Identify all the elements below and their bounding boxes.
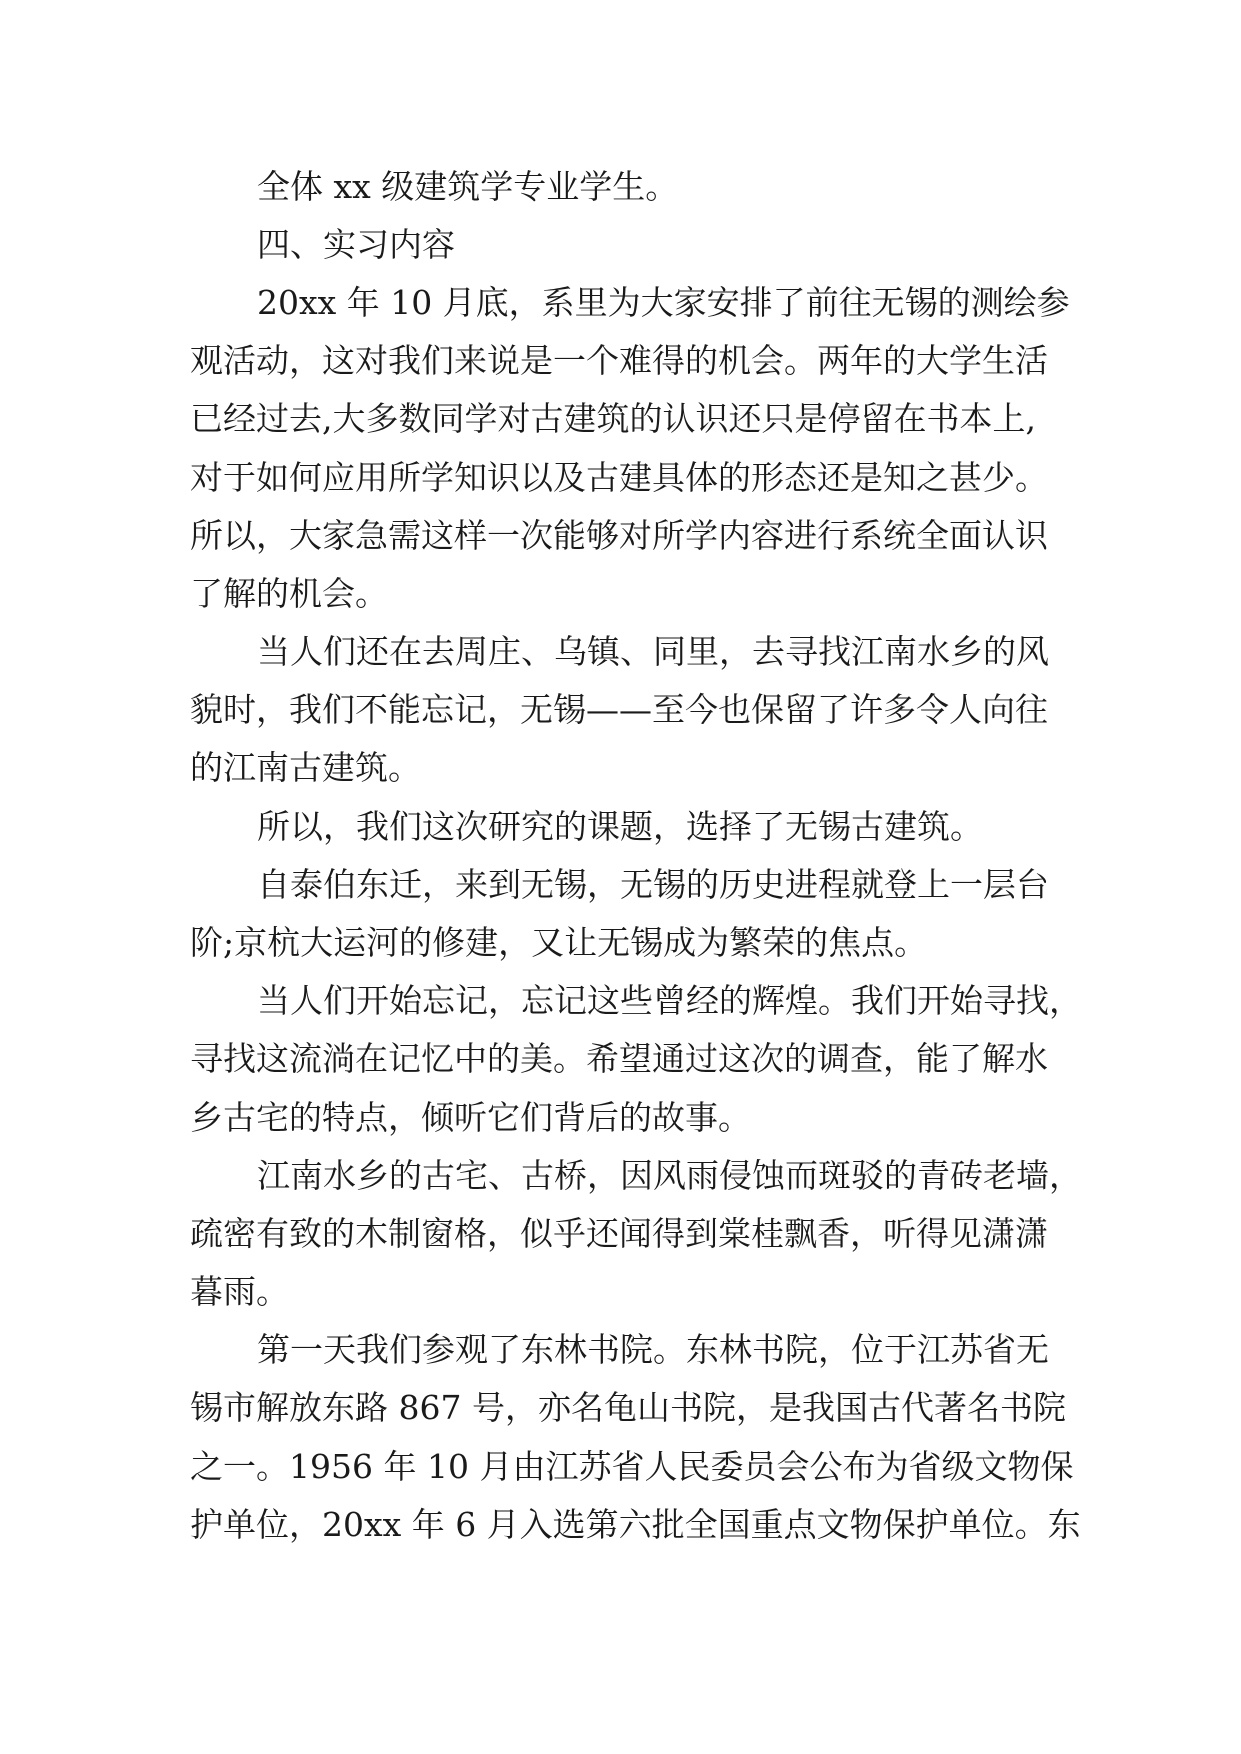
text-line: 当人们还在去周庄、乌镇、同里，去寻找江南水乡的风 [257,632,1049,671]
text-line: 的江南古建筑。 [190,748,421,787]
text-line: 锡市解放东路 867 号，亦名龟山书院，是我国古代著名书院 [190,1388,1066,1427]
text-line: 所以，大家急需这样一次能够对所学内容进行系统全面认识 [190,516,1048,555]
text-line: 所以，我们这次研究的课题，选择了无锡古建筑。 [257,807,983,846]
text-line: 貌时，我们不能忘记，无锡——至今也保留了许多令人向往 [190,690,1048,729]
text-line: 之一。1956 年 10 月由江苏省人民委员会公布为省级文物保 [190,1447,1074,1486]
text-line: 观活动，这对我们来说是一个难得的机会。两年的大学生活 [190,341,1048,380]
text-line: 了解的机会。 [190,574,388,613]
text-line: 护单位，20xx 年 6 月入选第六批全国重点文物保护单位。东 [190,1505,1081,1544]
text-line: 已经过去,大多数同学对古建筑的认识还只是停留在书本上, [190,399,1036,438]
text-line: 20xx 年 10 月底，系里为大家安排了前往无锡的测绘参 [257,283,1070,322]
section-heading: 四、实习内容 [257,225,455,264]
text-line: 对于如何应用所学知识以及古建具体的形态还是知之甚少。 [190,458,1048,497]
text-line: 阶;京杭大运河的修建，又让无锡成为繁荣的焦点。 [190,923,928,962]
text-line: 当人们开始忘记，忘记这些曾经的辉煌。我们开始寻找， [257,981,1082,1020]
text-line: 乡古宅的特点，倾听它们背后的故事。 [190,1098,751,1137]
text-line: 江南水乡的古宅、古桥，因风雨侵蚀而斑驳的青砖老墙， [257,1156,1082,1195]
text-line: 自泰伯东迁，来到无锡，无锡的历史进程就登上一层台 [257,865,1049,904]
text-line: 全体 xx 级建筑学专业学生。 [257,167,679,206]
text-line: 第一天我们参观了东林书院。东林书院，位于江苏省无 [257,1330,1049,1369]
text-line: 疏密有致的木制窗格，似乎还闻得到棠桂飘香，听得见潇潇 [190,1214,1048,1253]
text-line: 暮雨。 [190,1272,289,1311]
text-line: 寻找这流淌在记忆中的美。希望通过这次的调查，能了解水 [190,1039,1048,1078]
